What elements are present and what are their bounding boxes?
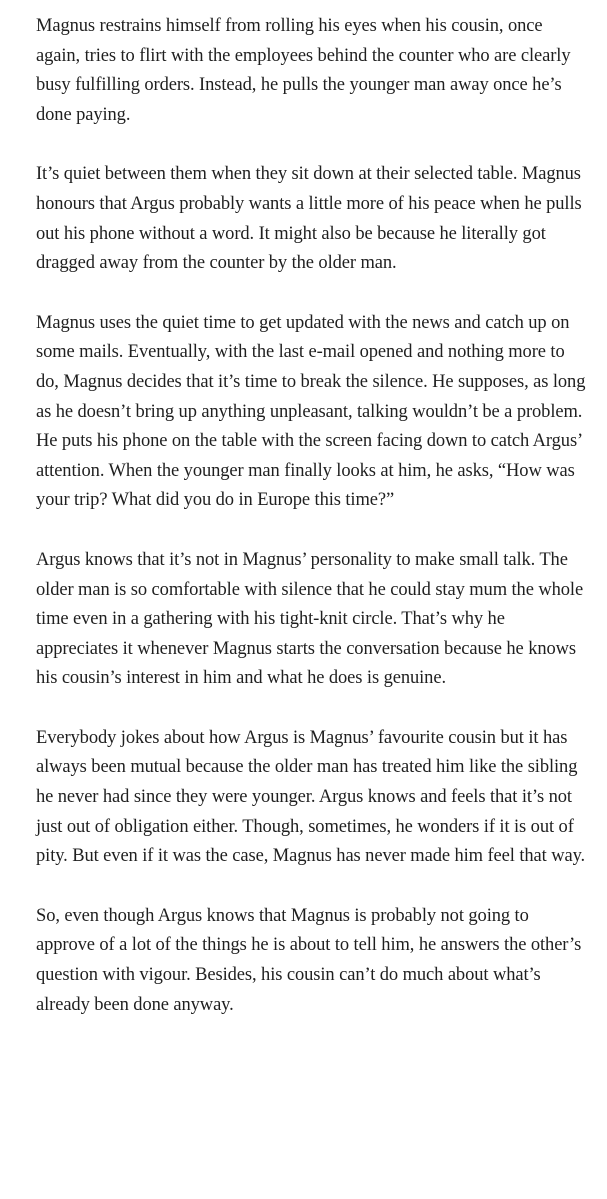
paragraph-1: Magnus restrains himself from rolling his eyes when his cousin, once again, tries to flirt with the employees behind the counter who are clearly busy fulfilling orders. Instead, he pulls the younger man away once he’s done paying. [36,16,571,125]
paragraph-3: Magnus uses the quiet time to get updated with the news and catch up on some mails. Eventually, with the last e-mail opened and nothing more to do, Magnus decides that it’s time to break the silence. He supposes, as long as he doesn’t bring up anything unpleasant, talking wouldn’t be a problem. He puts his phone on the table with the screen facing down to catch Argus’ attention. When the younger man finally looks at him, he asks, “How was your trip? What did you do in Europe this time?” [36,312,586,511]
paragraph-6: So, even though Argus knows that Magnus is probably not going to approve of a lot of the things he is about to tell him, he answers the other’s question with vigour. Besides, his cousin can’t do much about what’s already been done anyway. [36,905,582,1015]
paragraph-5: Everybody jokes about how Argus is Magnus’ favourite cousin but it has always been mutual because the older man has treated him like the sibling he never had since they were younger. Argus knows and feels that it’s not just out of obligation either. Though, sometimes, he wonders if it is out of pity. But even if it was the case, Magnus has never made him feel that way. [36,727,586,867]
paragraph-2: It’s quiet between them when they sit down at their selected table. Magnus honours that Argus probably wants a little more of his peace when he pulls out his phone without a word. It might also be because he literally got dragged away from the counter by the older man. [36,164,582,274]
paragraph-4: Argus knows that it’s not in Magnus’ personality to make small talk. The older man is so comfortable with silence that he could stay mum the whole time even in a gathering with his tight-knit circle. That’s why he appreciates it whenever Magnus starts the conversation because he knows his cousin’s interest in him and what he does is genuine. [36,549,584,689]
